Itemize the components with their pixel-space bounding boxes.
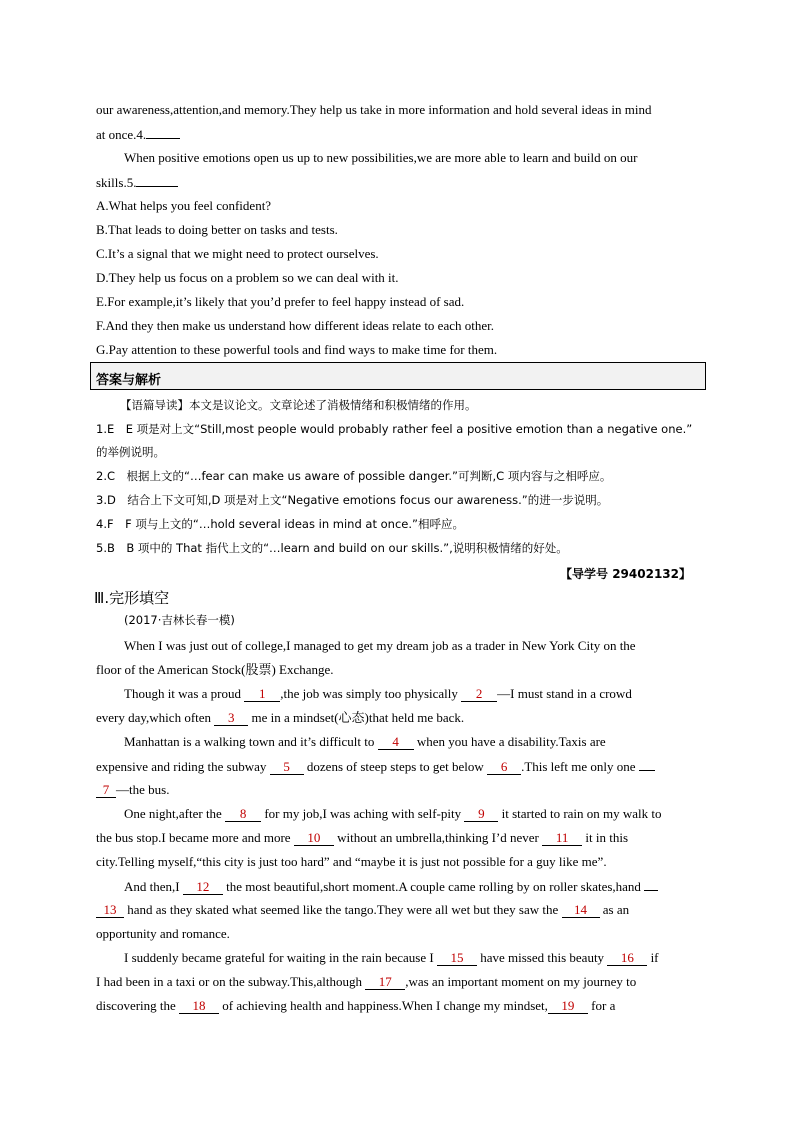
blank-1[interactable]: 1 [244,687,280,702]
blank-18[interactable]: 18 [179,999,219,1014]
blank-8[interactable]: 8 [225,807,261,822]
blank-5[interactable]: 5 [270,760,304,775]
cloze-line: discovering the 18 of achieving health and happiness.When I change my mindset, 19 for a [96,998,616,1013]
passage-line: at once.4. [96,126,180,143]
blank-4[interactable] [146,126,180,139]
blank-13[interactable]: 13 [96,903,124,918]
blank-12[interactable]: 12 [183,880,223,895]
answer-4: 4.F F 项与上文的“…hold several ideas in mind at once.”相呼应。 [96,517,464,531]
blank-10[interactable]: 10 [294,831,334,846]
source-note: (2017·吉林长春一模) [124,613,235,627]
answer-1-cont: 的举例说明。 [96,445,165,459]
blank-3[interactable]: 3 [214,711,248,726]
cloze-line: 13 hand as they skated what seemed like the tango.They were all wet but they saw the 14 as an [96,902,629,918]
cloze-line: And then,I 12 the most beautiful,short moment.A couple came rolling by on roller skates,hand [124,878,658,895]
cloze-line: Manhattan is a walking town and it’s difficult to 4 when you have a disability.Taxis are [124,734,606,749]
passage-line: skills.5. [96,174,178,191]
passage-line: our awareness,attention,and memory.They help us take in more information and hold several ideas in mind [96,102,652,117]
option-f: F.And they then make us understand how different ideas relate to each other. [96,318,494,333]
doc-number: 【导学号 29402132】 [560,567,691,581]
cloze-line: One night,after the 8 for my job,I was aching with self-pity 9 it started to rain on my walk to [124,806,662,821]
blank-17[interactable]: 17 [365,975,405,990]
cloze-line: When I was just out of college,I managed to get my dream job as a trader in New York City on the [124,638,636,653]
blank-14[interactable]: 14 [562,903,600,918]
passage-line: When positive emotions open us up to new possibilities,we are more able to learn and build on our [124,150,638,165]
blank-16[interactable]: 16 [607,951,647,966]
option-a: A.What helps you feel confident? [96,198,272,213]
answer-1: 1.E E 项是对上文“Still,most people would probably rather feel a positive emotion than a negative one.” [96,422,693,436]
cloze-line: every day,which often 3 me in a mindset(心态)that held me back. [96,710,465,725]
option-c: C.It’s a signal that we might need to protect ourselves. [96,246,379,261]
blank-7[interactable]: 7 [96,783,116,798]
blank-13-start [644,878,658,891]
blank-15[interactable]: 15 [437,951,477,966]
cloze-line: I suddenly became grateful for waiting in the rain because I 15 have missed this beauty 16 if [124,950,659,965]
cloze-line: opportunity and romance. [96,926,230,941]
cloze-line: 7 —the bus. [96,782,169,798]
blank-19[interactable]: 19 [548,999,588,1014]
cloze-line: expensive and riding the subway 5 dozens of steep steps to get below 6 .This left me only one [96,758,655,775]
option-b: B.That leads to doing better on tasks and tests. [96,222,338,237]
blank-9[interactable]: 9 [464,807,498,822]
blank-5[interactable] [136,174,178,187]
cloze-line: the bus stop.I became more and more 10 without an umbrella,thinking I’d never 11 it in this [96,830,629,845]
cloze-line: I had been in a taxi or on the subway.This,although 17 ,was an important moment on my journey to [96,974,637,989]
answer-2: 2.C 根据上文的“…fear can make us aware of possible danger.”可判断,C 项内容与之相呼应。 [96,469,612,483]
option-d: D.They help us focus on a problem so we can deal with it. [96,270,399,285]
reading-guide: 【语篇导读】本文是议论文。文章论述了消极情绪和积极情绪的作用。 [120,398,477,412]
answer-5: 5.B B 项中的 That 指代上文的“…learn and build on our skills.”,说明积极情绪的好处。 [96,541,568,555]
cloze-line: Though it was a proud 1 ,the job was simply too physically 2 —I must stand in a crowd [124,686,632,701]
option-e: E.For example,it’s likely that you’d prefer to feel happy instead of sad. [96,294,465,309]
cloze-line: city.Telling myself,“this city is just too hard” and “maybe it is just not possible for a guy like me”. [96,854,607,869]
answer-3: 3.D 结合上下文可知,D 项是对上文“Negative emotions focus our awareness.”的进一步说明。 [96,493,609,507]
blank-7-start [639,758,655,771]
blank-6[interactable]: 6 [487,760,521,775]
blank-2[interactable]: 2 [461,687,497,702]
cloze-line: floor of the American Stock(股票) Exchange. [96,662,334,677]
answer-header-label: 答案与解析 [96,373,162,388]
answer-header [90,362,706,390]
section-title: Ⅲ.完形填空 [94,589,170,607]
blank-4[interactable]: 4 [378,735,414,750]
option-g: G.Pay attention to these powerful tools and find ways to make time for them. [96,342,498,357]
blank-11[interactable]: 11 [542,831,582,846]
